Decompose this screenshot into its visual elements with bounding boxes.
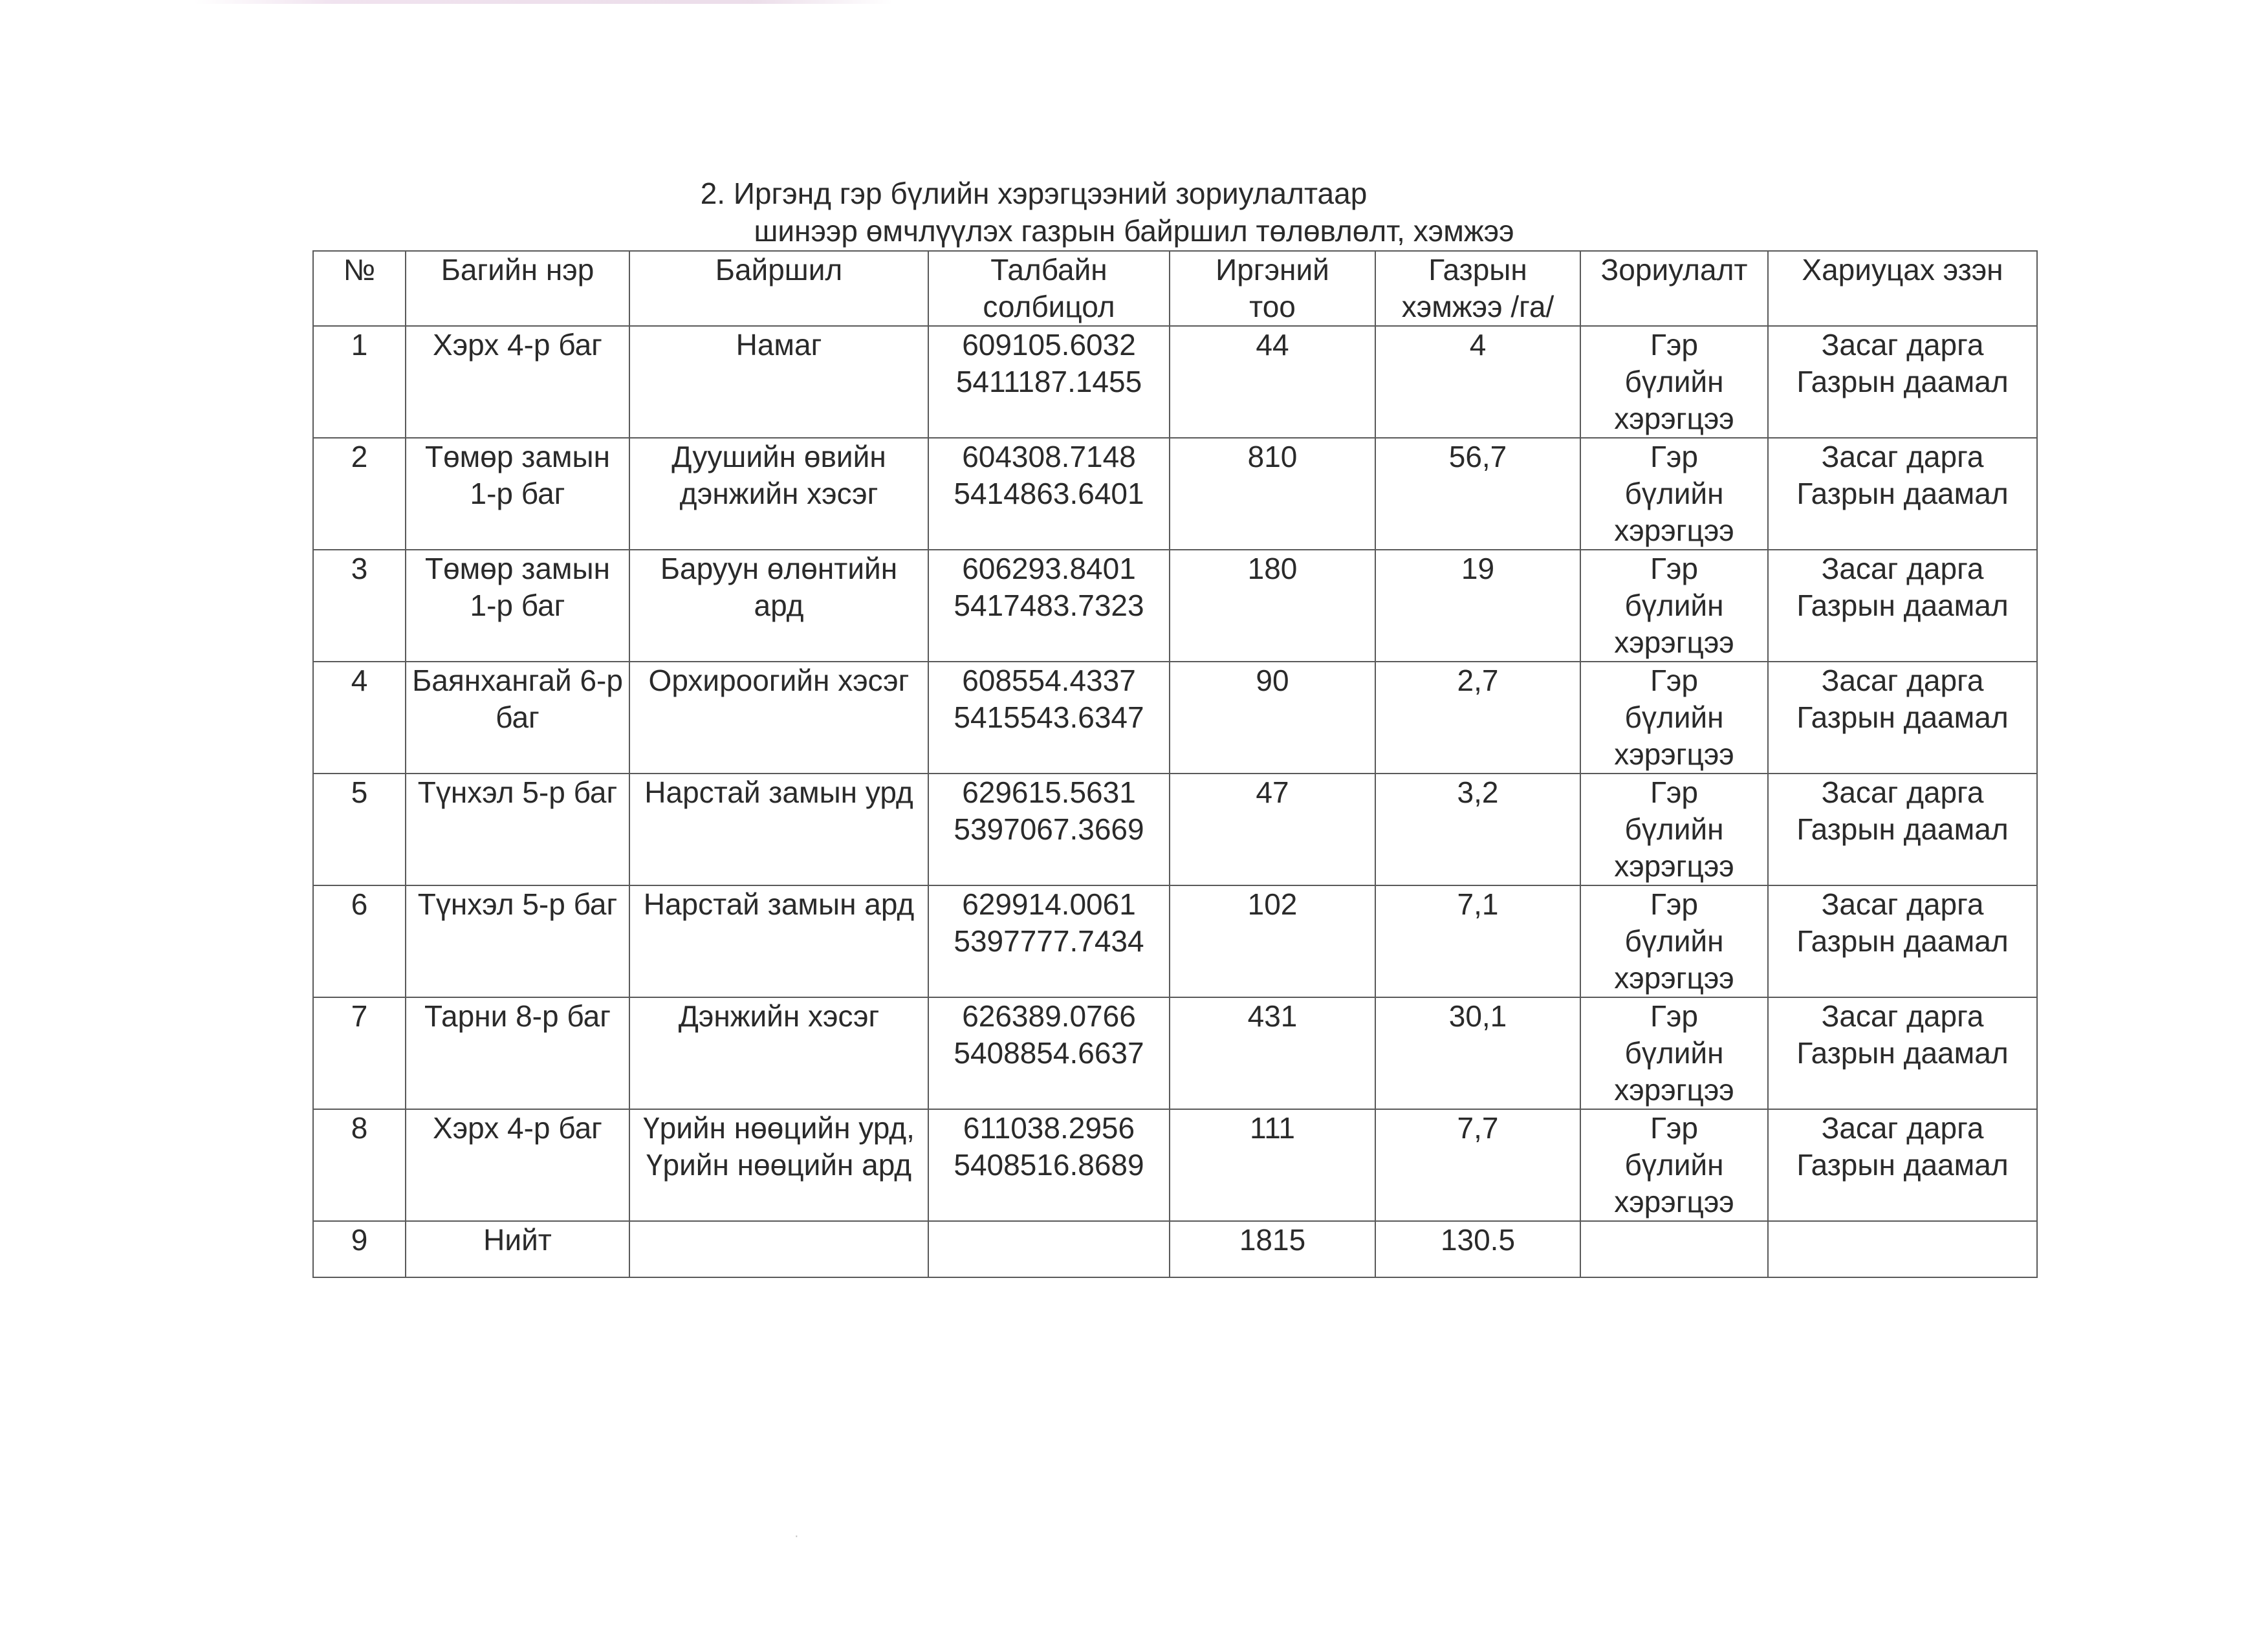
cell-responsible-line-2: Газрын даамал [1796, 589, 2009, 622]
cell-coordinates-line-2: 5408854.6637 [954, 1036, 1144, 1070]
cell-location: Нарстай замын ард [629, 885, 928, 997]
cell-responsible-line-1: Засаг дарга [1821, 775, 1984, 809]
total-label: Нийт [406, 1221, 629, 1277]
header-bag-name: Багийн нэр [406, 251, 629, 326]
header-area-line-1: Газрын [1428, 253, 1527, 287]
cell-location: Орхироогийн хэсэг [629, 662, 928, 774]
header-purpose: Зориулалт [1580, 251, 1768, 326]
cell-coordinates [928, 1109, 1170, 1221]
cell-no: 5 [313, 774, 406, 885]
cell-no: 4 [313, 662, 406, 774]
cell-population: 90 [1170, 662, 1375, 774]
land-allocation-table [312, 250, 2038, 1278]
cell-area: 3,2 [1375, 774, 1580, 885]
cell-purpose-line-1: Гэр [1650, 328, 1698, 362]
cell-coordinates-line-2: 5408516.8689 [954, 1148, 1144, 1182]
header-coordinates [928, 251, 1170, 326]
cell-bag-name: Хэрх 4-р баг [406, 1109, 629, 1221]
cell-responsible-line-2: Газрын даамал [1796, 924, 2009, 958]
total-population: 1815 [1170, 1221, 1375, 1277]
cell-responsible [1768, 326, 2037, 438]
cell-bag-name: Тарни 8-р баг [406, 997, 629, 1109]
cell-purpose-line-1: Гэр [1650, 664, 1698, 697]
cell-location: Намаг [629, 326, 928, 438]
total-area: 130.5 [1375, 1221, 1580, 1277]
cell-purpose-line-2: бүлийн [1624, 1036, 1724, 1070]
cell-purpose [1580, 774, 1768, 885]
cell-no: 7 [313, 997, 406, 1109]
cell-purpose-line-3: хэрэгцээ [1614, 961, 1734, 995]
cell-bag-name: Баянхангай 6-р баг [406, 662, 629, 774]
cell-responsible [1768, 1109, 2037, 1221]
table-total-row [313, 1221, 2037, 1277]
cell-responsible [1768, 997, 2037, 1109]
cell-purpose [1580, 997, 1768, 1109]
cell-purpose [1580, 1109, 1768, 1221]
cell-coordinates-line-2: 5417483.7323 [954, 589, 1144, 622]
cell-area: 56,7 [1375, 438, 1580, 550]
cell-coordinates-line-2: 5415543.6347 [954, 700, 1144, 734]
cell-area: 30,1 [1375, 997, 1580, 1109]
cell-coordinates [928, 885, 1170, 997]
cell-coordinates [928, 438, 1170, 550]
header-location: Байршил [629, 251, 928, 326]
cell-purpose-line-1: Гэр [1650, 999, 1698, 1033]
cell-purpose [1580, 326, 1768, 438]
cell-responsible [1768, 550, 2037, 662]
header-population-line-1: Иргэний [1216, 253, 1329, 287]
cell-population: 47 [1170, 774, 1375, 885]
cell-coordinates [928, 326, 1170, 438]
header-no: № [313, 251, 406, 326]
cell-purpose [1580, 662, 1768, 774]
cell-purpose-line-1: Гэр [1650, 552, 1698, 585]
table-row [313, 885, 2037, 997]
cell-responsible-line-1: Засаг дарга [1821, 664, 1984, 697]
cell-responsible-line-2: Газрын даамал [1796, 700, 2009, 734]
total-no: 9 [313, 1221, 406, 1277]
scan-speck: · [794, 1529, 799, 1543]
cell-bag-name: Хэрх 4-р баг [406, 326, 629, 438]
cell-coordinates-line-1: 606293.8401 [962, 552, 1136, 585]
cell-coordinates-line-2: 5397067.3669 [954, 812, 1144, 846]
cell-population: 431 [1170, 997, 1375, 1109]
cell-no: 3 [313, 550, 406, 662]
header-population-line-2: тоо [1249, 290, 1296, 323]
header-population [1170, 251, 1375, 326]
cell-responsible-line-1: Засаг дарга [1821, 887, 1984, 921]
cell-purpose-line-2: бүлийн [1624, 812, 1724, 846]
cell-responsible-line-2: Газрын даамал [1796, 812, 2009, 846]
cell-no: 8 [313, 1109, 406, 1221]
cell-purpose-line-3: хэрэгцээ [1614, 514, 1734, 547]
cell-coordinates-line-2: 5397777.7434 [954, 924, 1144, 958]
cell-purpose-line-1: Гэр [1650, 887, 1698, 921]
cell-coordinates [928, 662, 1170, 774]
title-line-2: шинээр өмчлүүлэх газрын байршил төлөвлөлт, хэмжээ [754, 214, 1514, 248]
table-row [313, 550, 2037, 662]
cell-coordinates-line-2: 5411187.1455 [955, 365, 1142, 398]
cell-purpose-line-2: бүлийн [1624, 700, 1724, 734]
cell-purpose [1580, 885, 1768, 997]
cell-purpose-line-3: хэрэгцээ [1614, 1073, 1734, 1107]
cell-purpose [1580, 438, 1768, 550]
cell-population: 180 [1170, 550, 1375, 662]
cell-responsible-line-2: Газрын даамал [1796, 1148, 2009, 1182]
cell-coordinates-line-1: 629615.5631 [962, 775, 1136, 809]
table-row [313, 438, 2037, 550]
cell-population: 810 [1170, 438, 1375, 550]
document-title [0, 175, 2268, 250]
cell-responsible-line-2: Газрын даамал [1796, 365, 2009, 398]
cell-coordinates-line-1: 629914.0061 [962, 887, 1136, 921]
cell-no: 6 [313, 885, 406, 997]
cell-purpose-line-2: бүлийн [1624, 924, 1724, 958]
cell-purpose-line-2: бүлийн [1624, 589, 1724, 622]
table-row [313, 1109, 2037, 1221]
cell-area: 7,7 [1375, 1109, 1580, 1221]
cell-responsible [1768, 885, 2037, 997]
cell-location: Баруун өлөнтийн ард [629, 550, 928, 662]
header-coordinates-line-2: солбицол [983, 290, 1115, 323]
cell-no: 2 [313, 438, 406, 550]
cell-coordinates-line-1: 609105.6032 [962, 328, 1136, 362]
cell-responsible-line-2: Газрын даамал [1796, 1036, 2009, 1070]
header-area-line-2: хэмжээ /га/ [1401, 290, 1554, 323]
table-row [313, 997, 2037, 1109]
total-purpose-empty [1580, 1221, 1768, 1277]
total-coordinates-empty [928, 1221, 1170, 1277]
cell-bag-name: Төмөр замын 1-р баг [406, 438, 629, 550]
table-row [313, 662, 2037, 774]
cell-responsible [1768, 662, 2037, 774]
title-line-1: 2. Иргэнд гэр бүлийн хэрэгцээний зориулалтаар [700, 177, 1368, 210]
cell-purpose-line-3: хэрэгцээ [1614, 625, 1734, 659]
cell-coordinates-line-1: 611038.2956 [963, 1111, 1135, 1145]
cell-area: 2,7 [1375, 662, 1580, 774]
cell-purpose [1580, 550, 1768, 662]
cell-coordinates-line-2: 5414863.6401 [954, 477, 1144, 510]
table-row [313, 326, 2037, 438]
total-responsible-empty [1768, 1221, 2037, 1277]
cell-responsible [1768, 774, 2037, 885]
cell-bag-name: Төмөр замын 1-р баг [406, 550, 629, 662]
cell-population: 102 [1170, 885, 1375, 997]
table-header-row [313, 251, 2037, 326]
cell-area: 4 [1375, 326, 1580, 438]
cell-location: Үрийн нөөцийн урд, Үрийн нөөцийн ард [629, 1109, 928, 1221]
header-responsible: Хариуцах эзэн [1768, 251, 2037, 326]
scan-artifact [194, 0, 893, 4]
table-row [313, 774, 2037, 885]
cell-responsible [1768, 438, 2037, 550]
cell-bag-name: Түнхэл 5-р баг [406, 885, 629, 997]
cell-coordinates-line-1: 608554.4337 [962, 664, 1136, 697]
cell-purpose-line-2: бүлийн [1624, 1148, 1724, 1182]
cell-responsible-line-1: Засаг дарга [1821, 552, 1984, 585]
cell-purpose-line-2: бүлийн [1624, 365, 1724, 398]
header-area [1375, 251, 1580, 326]
cell-bag-name: Түнхэл 5-р баг [406, 774, 629, 885]
header-coordinates-line-1: Талбайн [990, 253, 1107, 287]
cell-coordinates [928, 997, 1170, 1109]
cell-coordinates [928, 550, 1170, 662]
cell-population: 111 [1170, 1109, 1375, 1221]
cell-area: 19 [1375, 550, 1580, 662]
cell-coordinates-line-1: 626389.0766 [962, 999, 1136, 1033]
cell-responsible-line-2: Газрын даамал [1796, 477, 2009, 510]
cell-responsible-line-1: Засаг дарга [1821, 328, 1984, 362]
cell-coordinates-line-1: 604308.7148 [962, 440, 1136, 473]
cell-population: 44 [1170, 326, 1375, 438]
cell-purpose-line-1: Гэр [1650, 775, 1698, 809]
cell-responsible-line-1: Засаг дарга [1821, 999, 1984, 1033]
cell-purpose-line-3: хэрэгцээ [1614, 849, 1734, 883]
table-body [313, 326, 2037, 1277]
cell-area: 7,1 [1375, 885, 1580, 997]
cell-purpose-line-1: Гэр [1650, 440, 1698, 473]
cell-purpose-line-2: бүлийн [1624, 477, 1724, 510]
cell-purpose-line-3: хэрэгцээ [1614, 737, 1734, 771]
cell-purpose-line-1: Гэр [1650, 1111, 1698, 1145]
cell-coordinates [928, 774, 1170, 885]
cell-location: Нарстай замын урд [629, 774, 928, 885]
cell-purpose-line-3: хэрэгцээ [1614, 1185, 1734, 1218]
cell-location: Дэнжийн хэсэг [629, 997, 928, 1109]
cell-location: Дуушийн өвийн дэнжийн хэсэг [629, 438, 928, 550]
total-location-empty [629, 1221, 928, 1277]
cell-responsible-line-1: Засаг дарга [1821, 1111, 1984, 1145]
cell-responsible-line-1: Засаг дарга [1821, 440, 1984, 473]
cell-no: 1 [313, 326, 406, 438]
cell-purpose-line-3: хэрэгцээ [1614, 402, 1734, 435]
